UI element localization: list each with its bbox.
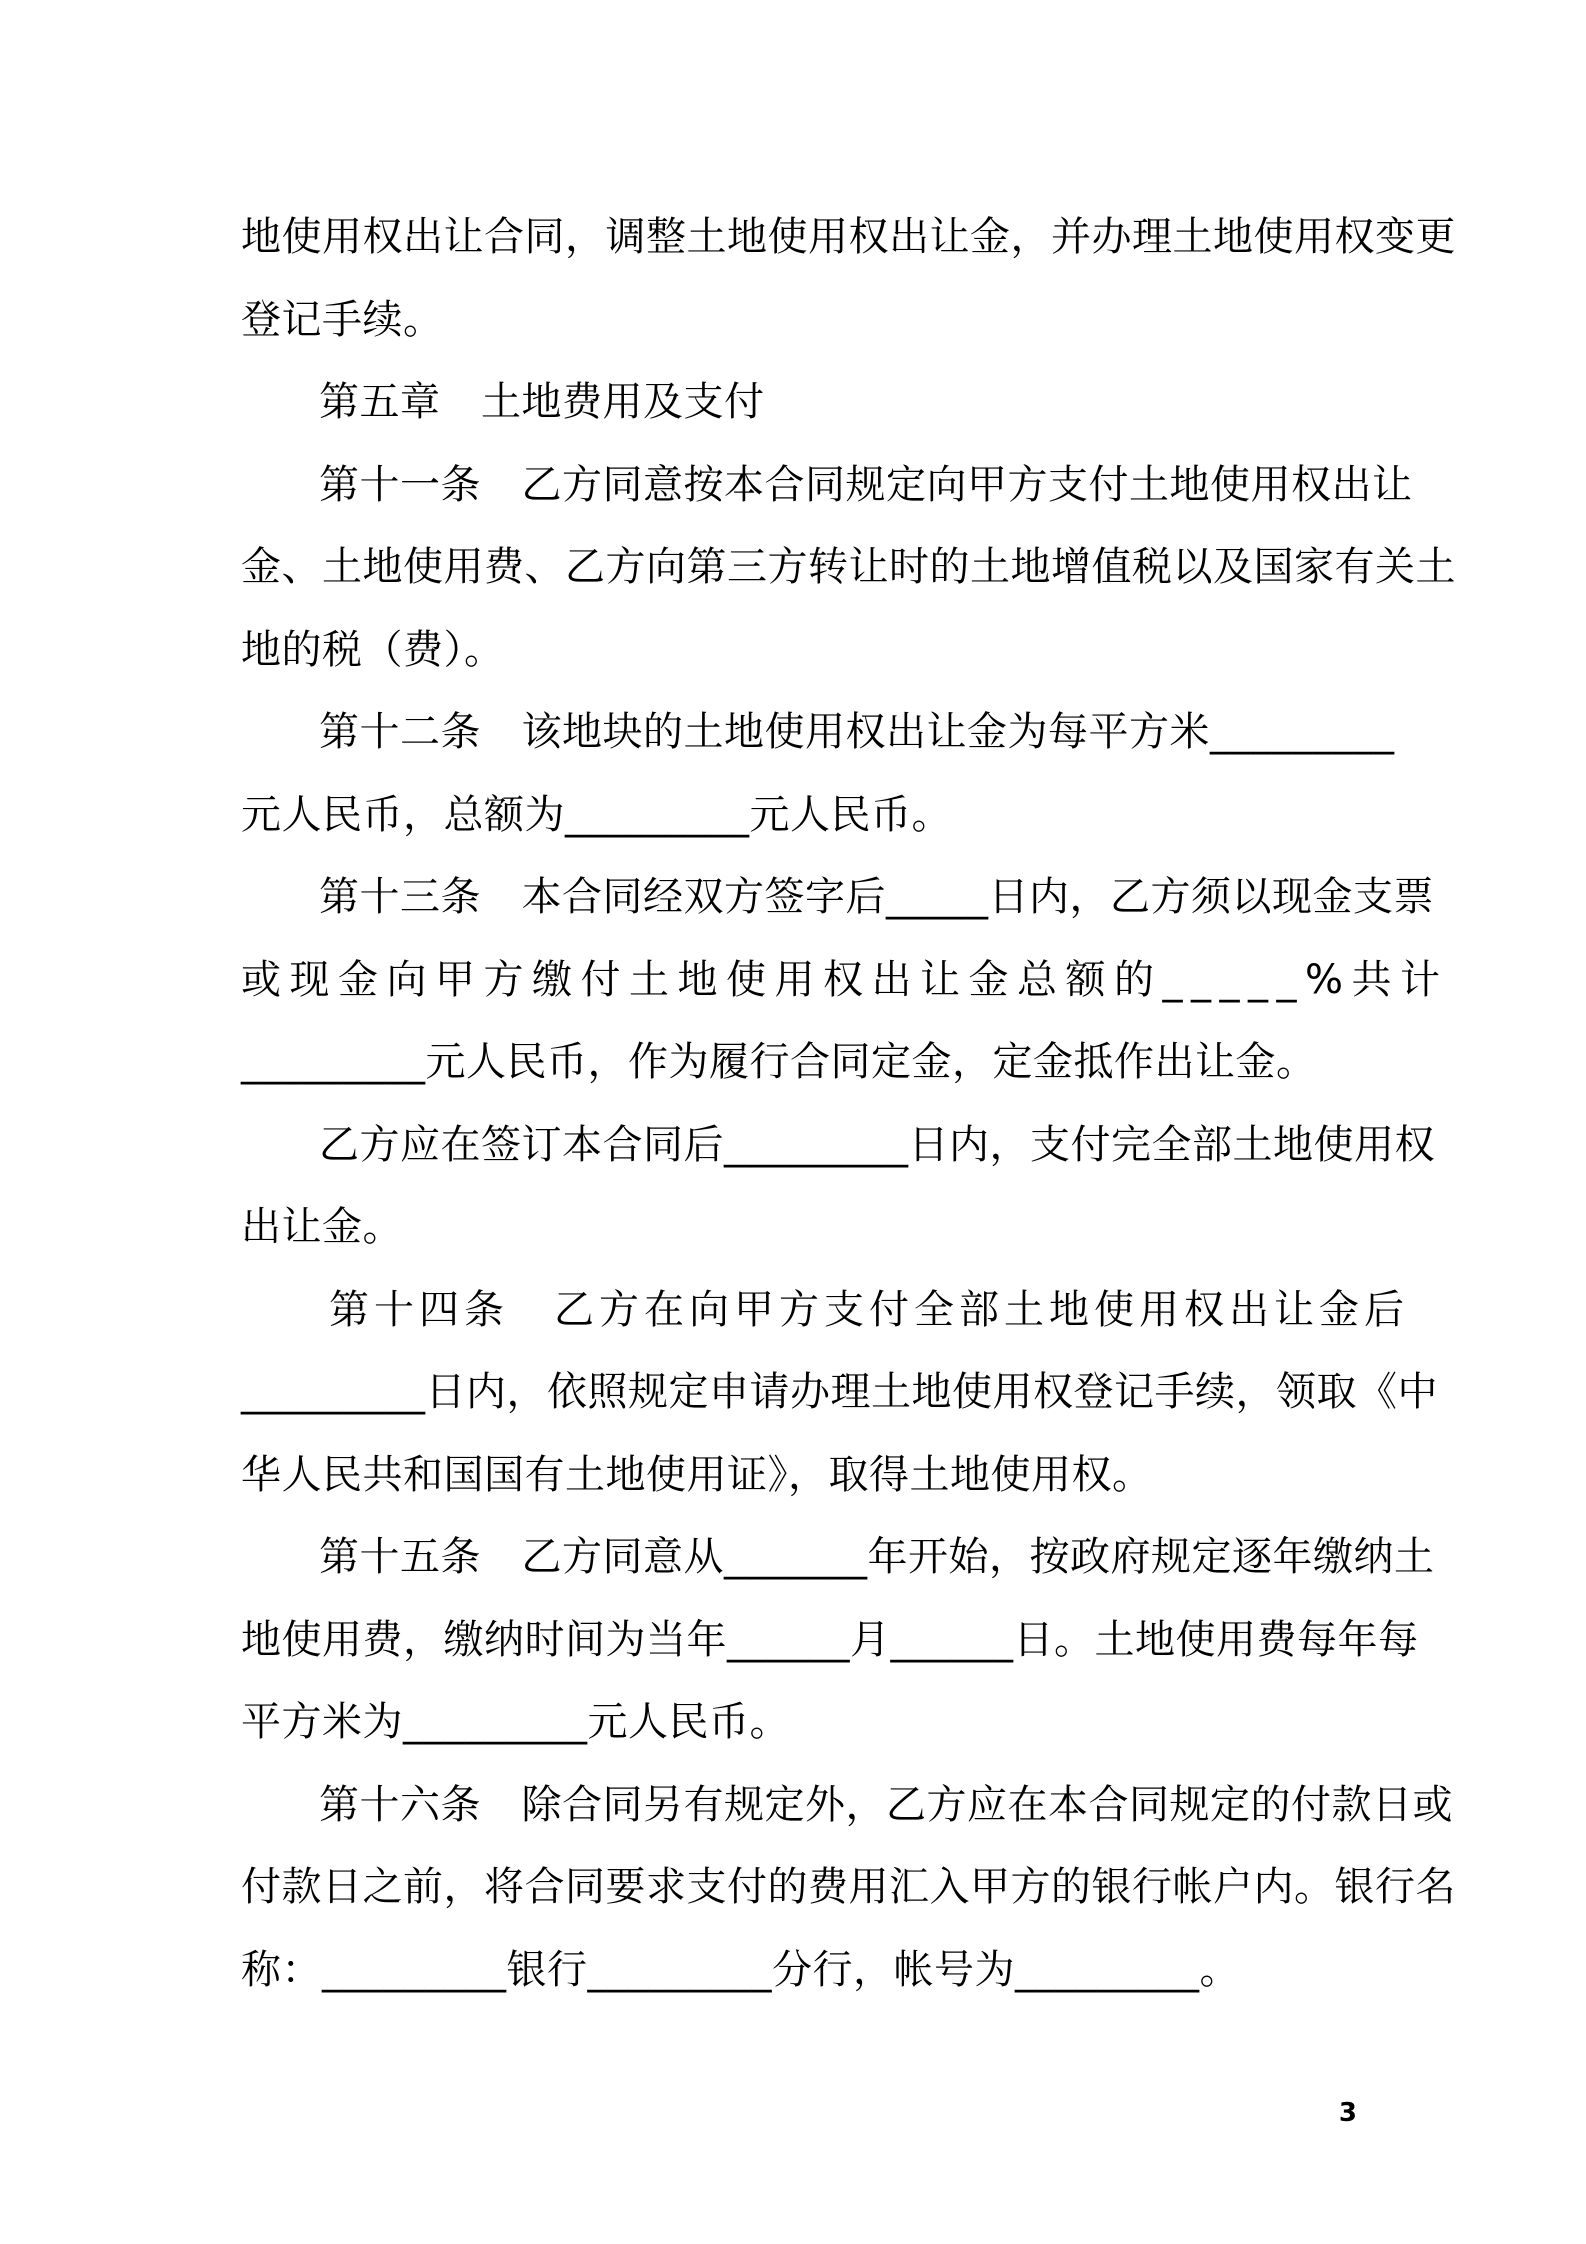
chapter-heading: 第五章 土地费用及支付 xyxy=(319,379,765,425)
page-number: 3 xyxy=(1338,2098,1357,2128)
paragraph-line: 金、土地使用费、乙方向第三方转让时的土地增值税以及国家有关土 xyxy=(241,544,1456,590)
paragraph-line: _________元人民币，作为履行合同定金，定金抵作出让金。 xyxy=(241,1039,1317,1085)
article-16-line: 第十六条 除合同另有规定外，乙方应在本合同规定的付款日或 xyxy=(319,1781,1453,1828)
paragraph-line: 元人民币，总额为_________元人民币。 xyxy=(241,791,952,838)
paragraph-line: 地使用权出让合同，调整土地使用权出让金，并办理土地使用权变更 xyxy=(241,214,1456,260)
paragraph-line: 乙方应在签订本合同后_________日内，支付完全部土地使用权 xyxy=(319,1121,1435,1168)
paragraph-line: 华人民共和国国有土地使用证》，取得土地使用权。 xyxy=(241,1451,1153,1498)
article-14-line: 第十四条 乙方在向甲方支付全部土地使用权出让金后 xyxy=(329,1286,1409,1333)
article-13-line: 第十三条 本合同经双方签字后_____日内，乙方须以现金支票 xyxy=(319,874,1434,920)
body-text xyxy=(241,196,1456,2011)
paragraph-line: 地的税（费）。 xyxy=(241,626,505,673)
paragraph-line: 地使用费，缴纳时间为当年______月______日。土地使用费每年每 xyxy=(241,1616,1419,1663)
article-11-line: 第十一条 乙方同意按本合同规定向甲方支付土地使用权出让 xyxy=(319,461,1413,508)
paragraph-line: _________日内，依照规定申请办理土地使用权登记手续，领取《中 xyxy=(241,1369,1438,1415)
paragraph-line: 付款日之前，将合同要求支付的费用汇入甲方的银行帐户内。银行名 xyxy=(241,1864,1456,1910)
paragraph-line: 或现金向甲方缴付土地使用权出让金总额的_____%共计 xyxy=(241,956,1449,1003)
paragraph-line: 平方米为_________元人民币。 xyxy=(241,1699,790,1745)
paragraph-line: 登记手续。 xyxy=(241,296,444,343)
article-15-line: 第十五条 乙方同意从_______年开始，按政府规定逐年缴纳土 xyxy=(319,1534,1435,1580)
paragraph-line: 出让金。 xyxy=(241,1204,403,1250)
paragraph-line: 称：_________银行_________分行，帐号为_________。 xyxy=(241,1946,1240,1993)
article-12-line: 第十二条 该地块的土地使用权出让金为每平方米_________ xyxy=(319,709,1395,755)
